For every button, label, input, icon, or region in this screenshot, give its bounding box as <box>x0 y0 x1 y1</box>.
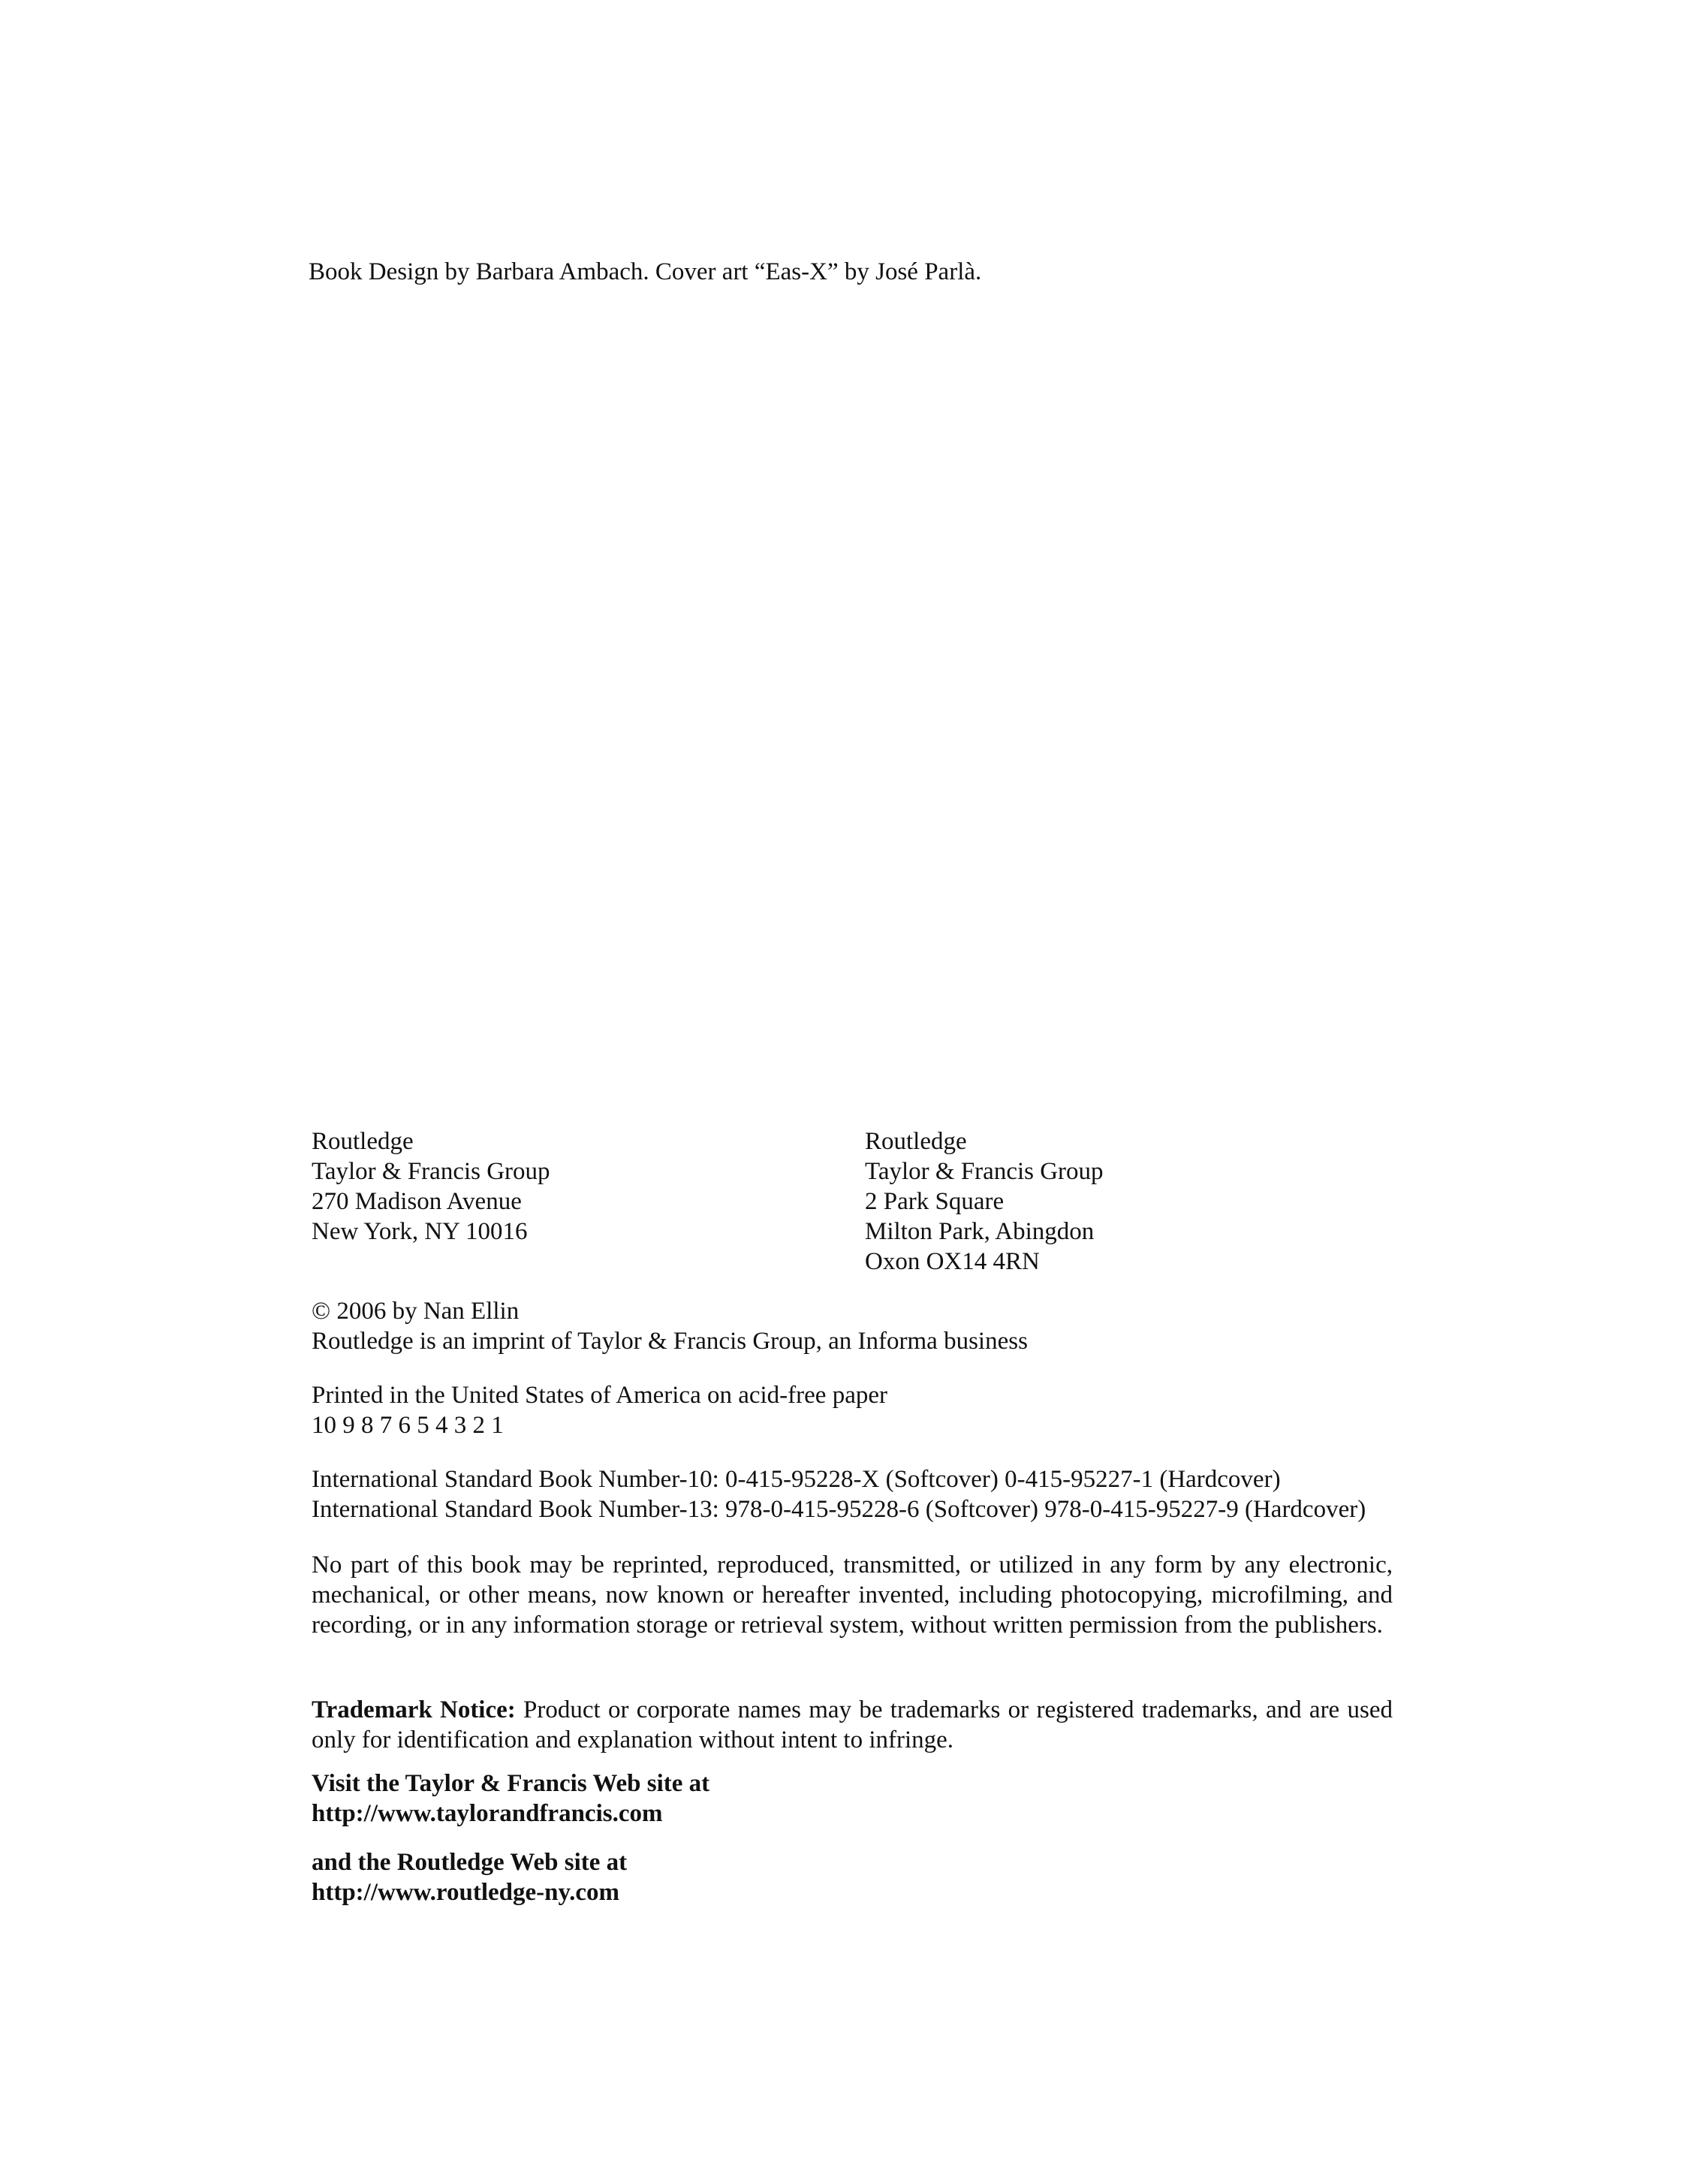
publisher-address-uk <box>865 1126 1104 1277</box>
publisher-group: Taylor & Francis Group <box>865 1158 1104 1185</box>
isbn-13: International Standard Book Number-13: 978-0-415-95228-6 (Softcover) 978-0-415-95227-9 (Hardcover) <box>312 1496 1366 1523</box>
website-url[interactable]: http://www.taylorandfrancis.com <box>312 1800 663 1827</box>
website-url[interactable]: http://www.routledge-ny.com <box>312 1879 620 1906</box>
trademark-label: Trademark Notice: <box>312 1696 516 1723</box>
publisher-street: 270 Madison Avenue <box>312 1188 522 1215</box>
publisher-locality: Milton Park, Abingdon <box>865 1218 1095 1245</box>
isbn-10: International Standard Book Number-10: 0-415-95228-X (Softcover) 0-415-95227-1 (Hardcover) <box>312 1466 1281 1493</box>
publisher-group: Taylor & Francis Group <box>312 1158 550 1185</box>
design-credit: Book Design by Barbara Ambach. Cover art “Eas-X” by José Parlà. <box>309 258 982 285</box>
printed-line: Printed in the United States of America on acid-free paper <box>312 1382 887 1409</box>
rights-statement: No part of this book may be reprinted, reproduced, transmitted, or utilized in any form by any electronic, mechanical, or other means, now known or hereafter invented, including photocopying, microfilming, and recording, or in any information storage or retrieval system, without written permission from the publishers. <box>312 1551 1393 1639</box>
trademark-notice <box>312 1695 1393 1755</box>
publisher-name: Routledge <box>865 1128 967 1155</box>
website-taylor-francis <box>312 1769 709 1829</box>
printing-info <box>312 1380 887 1440</box>
publisher-postcode: Oxon OX14 4RN <box>865 1248 1040 1275</box>
copyright-notice <box>312 1296 1028 1356</box>
publisher-street: 2 Park Square <box>865 1188 1005 1215</box>
trademark-text: Product or corporate names may be trademarks or registered trademarks, and are used only for identification and explanation without intent to infringe. <box>312 1696 1393 1753</box>
imprint-line: Routledge is an imprint of Taylor & Francis Group, an Informa business <box>312 1328 1028 1355</box>
publisher-address-us <box>312 1126 550 1247</box>
publisher-city: New York, NY 10016 <box>312 1218 528 1245</box>
copyright-line: © 2006 by Nan Ellin <box>312 1298 520 1325</box>
publisher-name: Routledge <box>312 1128 414 1155</box>
isbn-info <box>312 1464 1366 1524</box>
print-number-line: 10 9 8 7 6 5 4 3 2 1 <box>312 1412 504 1439</box>
website-label: and the Routledge Web site at <box>312 1849 628 1876</box>
website-routledge <box>312 1847 627 1907</box>
website-label: Visit the Taylor & Francis Web site at <box>312 1770 710 1797</box>
